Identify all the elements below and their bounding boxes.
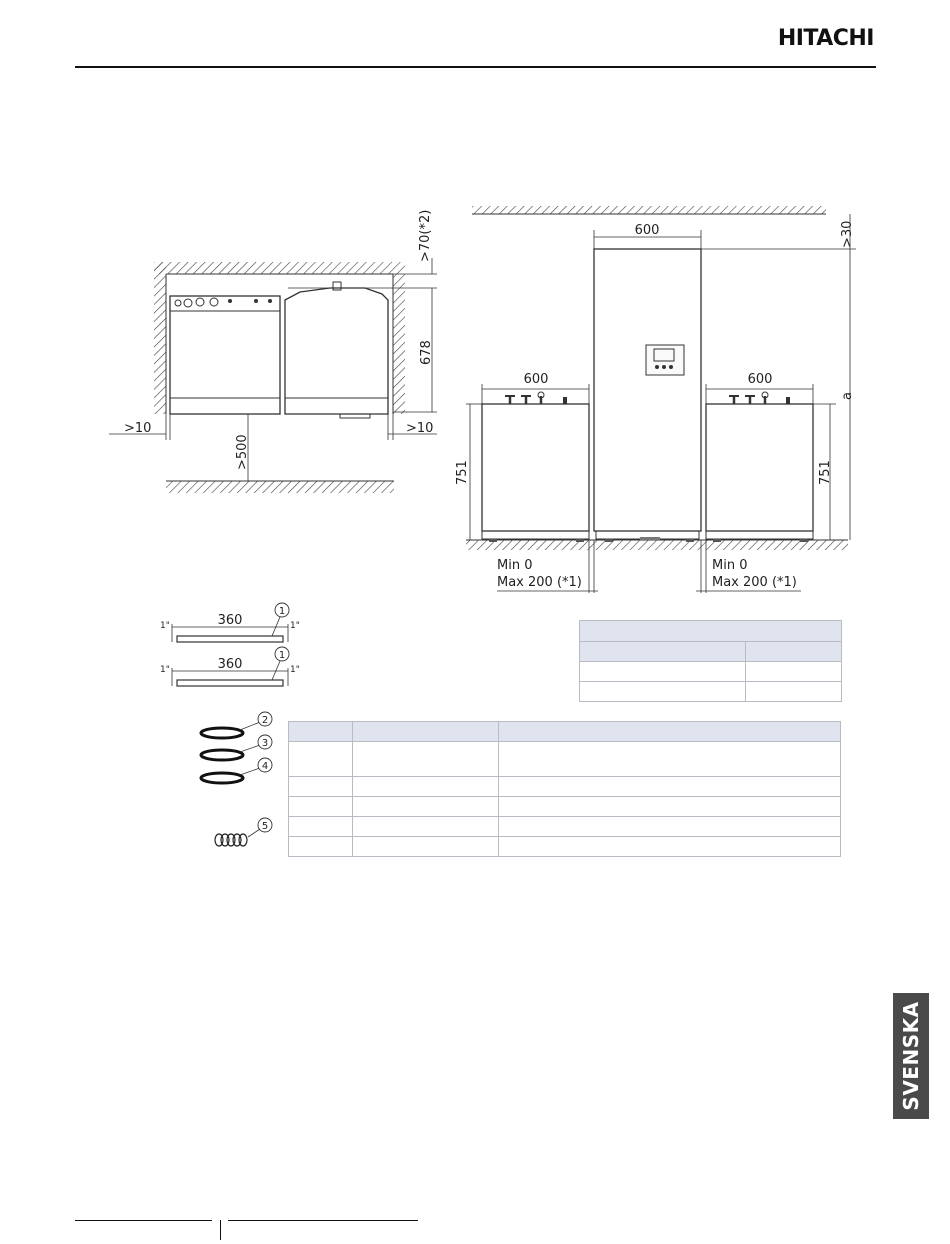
front-wall xyxy=(166,481,394,493)
left-gap-min-label: Min 0 xyxy=(497,558,533,573)
right-height-751-label: 751 xyxy=(818,460,833,485)
table-row xyxy=(289,817,841,837)
table-cell xyxy=(289,797,353,817)
gasket-4 xyxy=(201,758,272,783)
pipe-1 xyxy=(160,603,300,642)
right-unit xyxy=(706,392,813,542)
left-height-751-label: 751 xyxy=(455,460,470,485)
pipe-2-left-end-label: 1" xyxy=(160,665,170,675)
callout-3: 3 xyxy=(261,738,269,749)
table-cell xyxy=(353,797,499,817)
right-wall xyxy=(393,274,405,414)
footer-rule-right xyxy=(228,1220,418,1221)
left-clearance-left-label: >10 xyxy=(124,421,152,436)
table-row xyxy=(289,777,841,797)
left-width-label: 600 xyxy=(523,372,549,387)
left-clearance-right-label: >10 xyxy=(406,421,434,436)
dimensions-table xyxy=(579,620,842,702)
left-top-view-drawing xyxy=(109,210,437,493)
right-width-label: 600 xyxy=(747,372,773,387)
pipe-2 xyxy=(160,647,300,686)
floor xyxy=(466,540,848,550)
accessories-drawing xyxy=(160,603,300,846)
table-row xyxy=(580,642,842,662)
callout-1b: 1 xyxy=(278,650,286,661)
accessories-table xyxy=(288,721,841,857)
callout-5: 5 xyxy=(261,821,269,832)
table-cell xyxy=(499,817,841,837)
table-cell xyxy=(289,777,353,797)
right-front-view-drawing xyxy=(455,206,856,593)
left-height-label: 678 xyxy=(419,340,434,365)
table-cell xyxy=(499,797,841,817)
table-cell xyxy=(580,642,746,662)
table-cell xyxy=(746,662,842,682)
pipe-1-right-end-label: 1" xyxy=(290,621,300,631)
table-cell xyxy=(353,742,499,777)
pipe-1-left-end-label: 1" xyxy=(160,621,170,631)
callout-1a: 1 xyxy=(278,606,286,617)
table-row xyxy=(289,722,841,742)
pipe-1-length-label: 360 xyxy=(217,613,243,628)
table-cell xyxy=(289,817,353,837)
left-clearance-top-label: >70(*2) xyxy=(418,209,433,262)
language-tab-label: SVENSKA xyxy=(899,1001,923,1111)
table-row xyxy=(289,797,841,817)
table-row xyxy=(580,682,842,702)
table-cell xyxy=(353,722,499,742)
pipe-2-right-end-label: 1" xyxy=(290,665,300,675)
table-cell xyxy=(499,742,841,777)
center-tall-unit xyxy=(594,249,701,542)
callout-4: 4 xyxy=(261,761,269,772)
gasket-2 xyxy=(201,712,272,738)
center-width-label: 600 xyxy=(634,223,660,238)
left-clearance-front-label: >500 xyxy=(235,434,250,470)
table-row xyxy=(580,662,842,682)
table-cell xyxy=(580,682,746,702)
table-cell xyxy=(499,722,841,742)
table-cell xyxy=(353,817,499,837)
table-cell xyxy=(353,837,499,857)
table-cell xyxy=(580,621,842,642)
right-clearance-top-label: >30 xyxy=(840,220,855,248)
table-row xyxy=(580,621,842,642)
table-row xyxy=(289,742,841,777)
table-cell xyxy=(499,837,841,857)
right-gap-min-label: Min 0 xyxy=(712,558,748,573)
table-cell xyxy=(746,682,842,702)
table-cell xyxy=(353,777,499,797)
brand-logo: HITACHI xyxy=(777,26,874,51)
table-cell xyxy=(289,742,353,777)
table-cell xyxy=(499,777,841,797)
table-cell xyxy=(289,837,353,857)
left-unit xyxy=(482,392,589,542)
language-tab xyxy=(893,993,929,1119)
water-tank-top xyxy=(285,282,388,418)
left-gap-max-label: Max 200 (*1) xyxy=(497,575,582,590)
height-a-label: a xyxy=(840,392,855,400)
pipe-2-length-label: 360 xyxy=(217,657,243,672)
footer-separator xyxy=(220,1220,221,1240)
ceiling xyxy=(472,206,826,214)
table-row xyxy=(289,837,841,857)
indoor-unit-top xyxy=(170,296,280,414)
o-rings-5 xyxy=(215,818,272,846)
table-cell xyxy=(580,662,746,682)
right-gap-max-label: Max 200 (*1) xyxy=(712,575,797,590)
footer-rule-left xyxy=(75,1220,212,1221)
top-wall xyxy=(154,262,405,274)
table-cell xyxy=(746,642,842,662)
table-cell xyxy=(289,722,353,742)
left-wall xyxy=(154,262,166,414)
callout-2: 2 xyxy=(261,715,269,726)
